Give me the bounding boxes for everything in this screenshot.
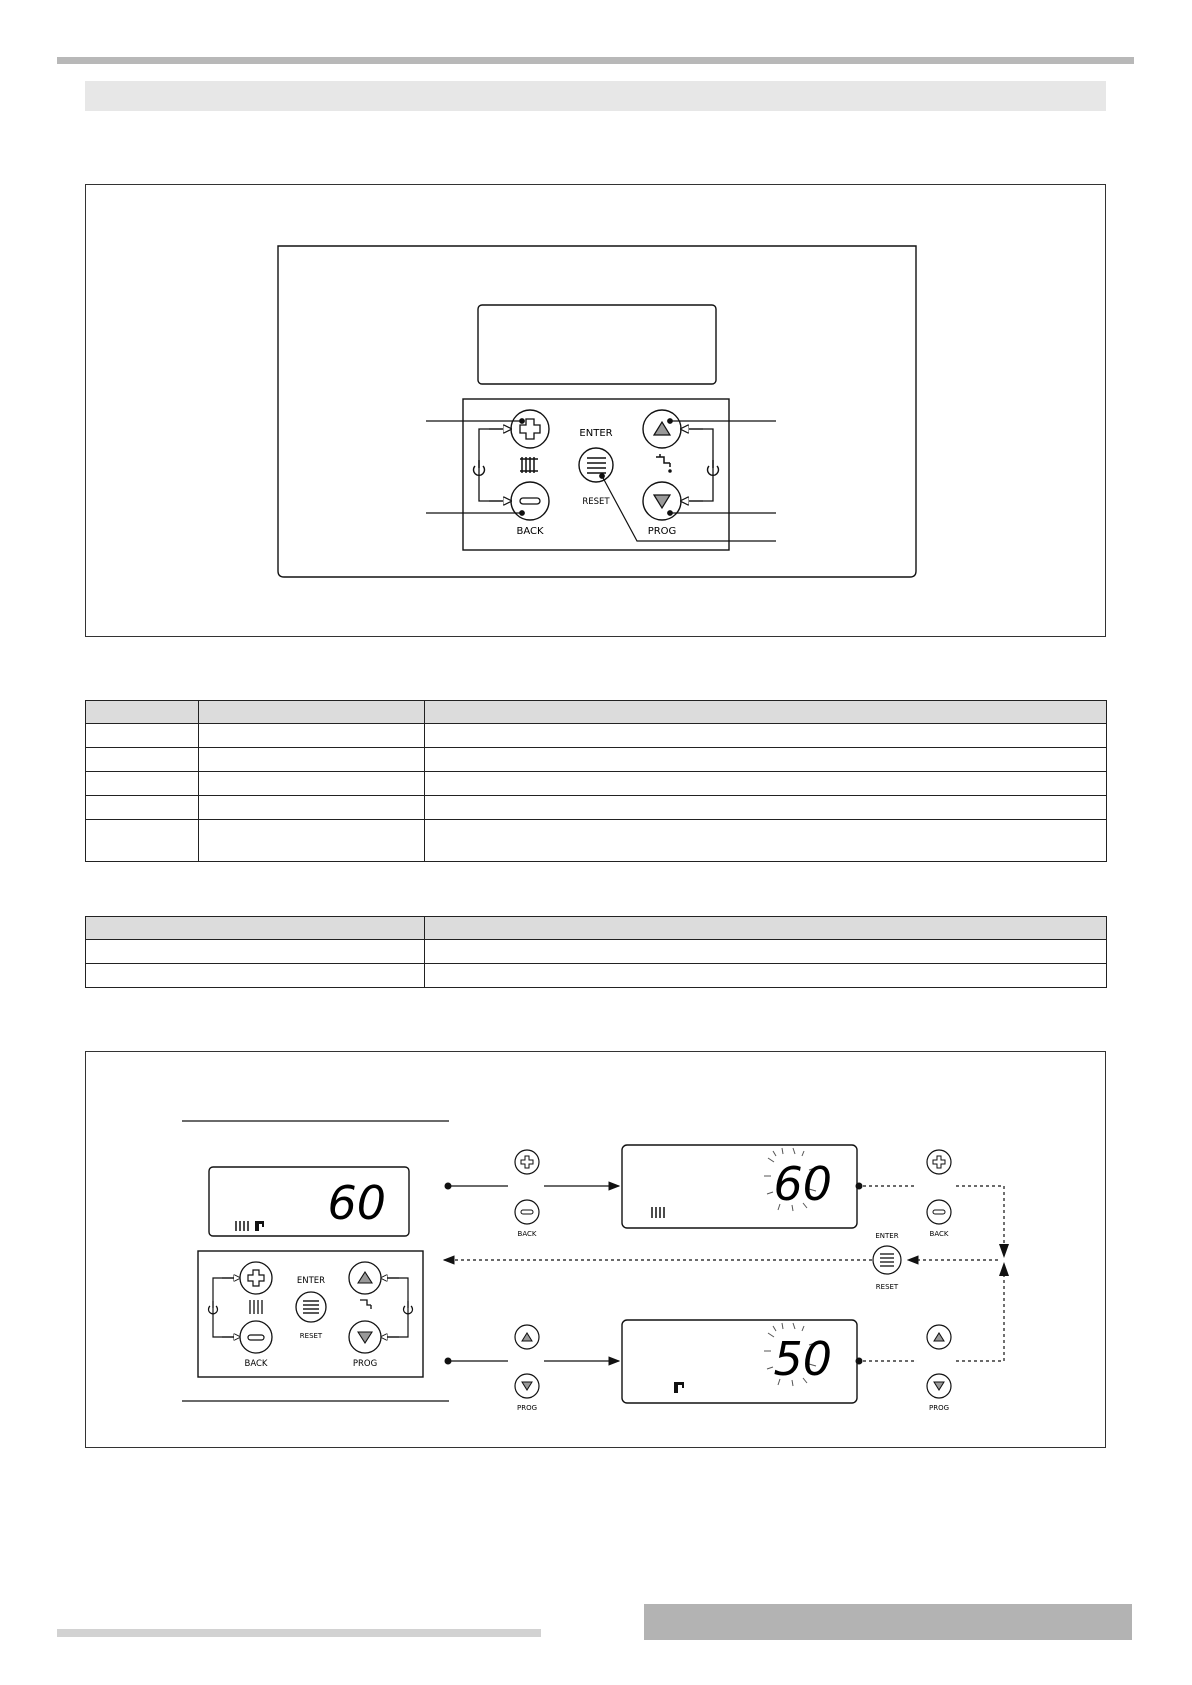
control-panel-figure	[85, 184, 1106, 637]
mini-enter-label: ENTER	[296, 1276, 326, 1286]
step-minus-button-right[interactable]	[927, 1200, 951, 1224]
table-header-row	[86, 917, 1107, 940]
table-row	[86, 748, 1107, 772]
reset-label: RESET	[582, 497, 610, 507]
prog-label: PROG	[647, 526, 677, 537]
idle-display-value: 60	[327, 1176, 386, 1230]
step-down-button-right[interactable]	[927, 1374, 951, 1398]
step-prog-label-right: PROG	[928, 1404, 950, 1412]
lcd-window	[478, 305, 716, 384]
table-header-row	[86, 701, 1107, 724]
footer-band	[644, 1604, 1132, 1640]
step-up-button-right[interactable]	[927, 1325, 951, 1349]
mini-tap-icon	[360, 1300, 371, 1309]
function-table	[85, 700, 1107, 862]
minus-icon	[520, 498, 540, 504]
step-up-button[interactable]	[515, 1325, 539, 1349]
panel-housing	[278, 246, 916, 577]
heating-setpoint-value: 60	[773, 1157, 832, 1211]
enter-label: ENTER	[579, 428, 613, 439]
step-down-button[interactable]	[515, 1374, 539, 1398]
table-row	[86, 940, 1107, 964]
table-row	[86, 796, 1107, 820]
step-back-label-right: BACK	[929, 1230, 949, 1238]
mini-up-button[interactable]	[349, 1262, 381, 1294]
step-plus-button-right[interactable]	[927, 1150, 951, 1174]
dhw-tap-icon	[674, 1382, 684, 1393]
mini-minus-button[interactable]	[240, 1321, 272, 1353]
right-loop	[681, 429, 713, 501]
mini-enter-button[interactable]	[296, 1292, 326, 1322]
table-row	[86, 724, 1107, 748]
idle-radiator-icon	[236, 1221, 248, 1231]
mini-prog-label: PROG	[352, 1359, 378, 1369]
section-header-band	[85, 81, 1106, 111]
left-loop	[479, 429, 511, 501]
mini-back-label: BACK	[244, 1359, 268, 1369]
tap-icon	[656, 454, 671, 472]
minus-icon	[248, 1335, 264, 1340]
minus-button[interactable]	[511, 482, 549, 520]
footer-rule	[57, 1629, 541, 1637]
up-button[interactable]	[643, 410, 681, 448]
confirm-enter-button[interactable]	[873, 1246, 901, 1274]
table-row	[86, 820, 1107, 862]
confirm-enter-label: ENTER	[875, 1232, 899, 1240]
step-back-label: BACK	[517, 1230, 537, 1238]
plus-button[interactable]	[511, 410, 549, 448]
mini-plus-button[interactable]	[240, 1262, 272, 1294]
step-plus-button[interactable]	[515, 1150, 539, 1174]
sequence-drawing	[86, 1052, 1107, 1449]
table-row	[86, 964, 1107, 988]
table-row	[86, 772, 1107, 796]
top-rule	[57, 57, 1134, 64]
confirm-reset-label: RESET	[875, 1283, 899, 1291]
radiator-icon	[520, 457, 538, 473]
heating-radiator-icon	[652, 1207, 664, 1218]
mini-reset-label: RESET	[299, 1332, 323, 1340]
enter-reset-button[interactable]	[579, 448, 613, 482]
back-label: BACK	[516, 526, 544, 537]
idle-tap-icon	[255, 1221, 264, 1231]
control-panel-drawing	[86, 185, 1107, 638]
setpoint-sequence-figure	[85, 1051, 1106, 1448]
step-prog-label: PROG	[516, 1404, 538, 1412]
secondary-table	[85, 916, 1107, 988]
dhw-setpoint-value: 50	[773, 1332, 832, 1386]
mini-down-button[interactable]	[349, 1321, 381, 1353]
step-minus-button[interactable]	[515, 1200, 539, 1224]
mini-radiator-icon	[250, 1300, 262, 1314]
down-button[interactable]	[643, 482, 681, 520]
